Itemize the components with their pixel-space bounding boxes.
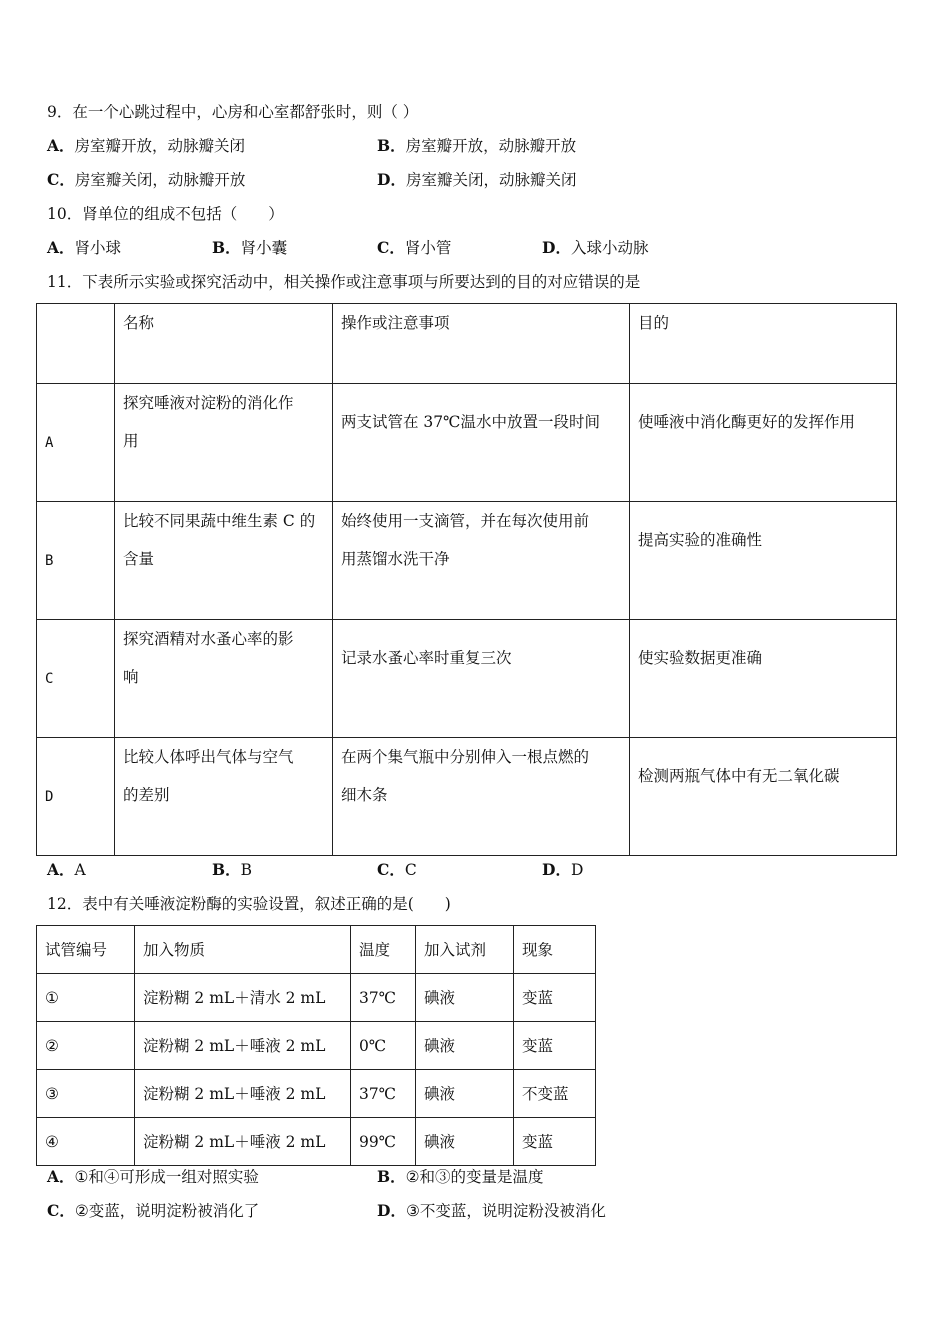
q11-row-operation	[333, 384, 630, 502]
q9-stem: 9．在一个心跳过程中，心房和心室都舒张时，则（ ）	[47, 103, 419, 121]
q11-row-operation-line2: 用蒸馏水洗干净	[341, 550, 450, 568]
q12-cell-temperature: 37℃	[351, 1070, 416, 1118]
q11-row-name-line1: 比较不同果蔬中维生素 C 的	[123, 512, 316, 530]
q11-row-name-line2: 含量	[123, 550, 155, 568]
q12-option-c[interactable]	[47, 1201, 259, 1221]
q11-option-b-letter: B．	[212, 860, 241, 879]
q12-option-d[interactable]	[377, 1201, 606, 1221]
q9-option-d-text: 房室瓣关闭，动脉瓣关闭	[405, 171, 577, 189]
q11-header-goal: 目的	[630, 304, 897, 384]
q11-row-letter: C	[37, 620, 115, 738]
q11-row-name	[115, 738, 333, 856]
q12-cell-substance: 淀粉糊 2 mL＋唾液 2 mL	[135, 1118, 351, 1166]
q9-option-a-letter: A．	[47, 136, 75, 155]
q11-option-a-text: A	[74, 861, 86, 879]
q11-option-a[interactable]	[47, 860, 86, 880]
q10-option-a[interactable]	[47, 238, 121, 258]
q9-option-c[interactable]	[47, 170, 245, 190]
q12-header-substance: 加入物质	[135, 926, 351, 974]
q11-row-goal-text: 提高实验的准确性	[638, 531, 763, 549]
q11-row-goal	[630, 502, 897, 620]
q11-row-b	[37, 502, 897, 620]
q11-row-goal-text: 使唾液中消化酶更好的发挥作用	[638, 413, 856, 431]
q11-row-name	[115, 620, 333, 738]
q11-row-operation-line1: 两支试管在 37℃温水中放置一段时间	[341, 413, 600, 431]
q10-option-a-letter: A．	[47, 238, 75, 257]
q11-row-goal	[630, 620, 897, 738]
q11-row-letter: B	[37, 502, 115, 620]
q10-option-d-letter: D．	[542, 238, 571, 257]
q12-option-b[interactable]	[377, 1167, 544, 1187]
q12-option-a-text: ①和④可形成一组对照实验	[74, 1168, 259, 1186]
q11-row-d	[37, 738, 897, 856]
q10-option-b-text: 肾小囊	[240, 239, 288, 257]
q12-header-phenomenon: 现象	[514, 926, 596, 974]
q11-row-operation-line1: 记录水蚤心率时重复三次	[341, 649, 512, 667]
q11-row-goal	[630, 738, 897, 856]
q11-option-d-text: D	[570, 861, 584, 879]
q12-cell-temperature: 0℃	[351, 1022, 416, 1070]
q11-option-c[interactable]	[377, 860, 417, 880]
q11-row-letter: D	[37, 738, 115, 856]
q12-cell-substance: 淀粉糊 2 mL＋清水 2 mL	[135, 974, 351, 1022]
q9-option-a[interactable]	[47, 136, 245, 156]
q10-option-a-text: 肾小球	[74, 239, 122, 257]
q12-row-1	[37, 974, 596, 1022]
q12-cell-reagent: 碘液	[416, 1118, 514, 1166]
q11-row-operation	[333, 620, 630, 738]
q12-cell-reagent: 碘液	[416, 1070, 514, 1118]
q12-header-row	[37, 926, 596, 974]
q12-row-4	[37, 1118, 596, 1166]
q11-row-a	[37, 384, 897, 502]
q12-cell-reagent: 碘液	[416, 974, 514, 1022]
q11-header-operation: 操作或注意事项	[333, 304, 630, 384]
q11-row-operation-line2: 细木条	[341, 786, 388, 804]
q11-row-name-line1: 探究唾液对淀粉的消化作	[123, 394, 294, 412]
q11-option-d[interactable]	[542, 860, 583, 880]
q10-option-c-letter: C．	[377, 238, 405, 257]
q12-cell-phenomenon: 变蓝	[514, 974, 596, 1022]
q12-cell-tube: ③	[37, 1070, 135, 1118]
q12-header-temperature: 温度	[351, 926, 416, 974]
q12-row-3	[37, 1070, 596, 1118]
q12-cell-substance: 淀粉糊 2 mL＋唾液 2 mL	[135, 1022, 351, 1070]
q9-option-c-letter: C．	[47, 170, 75, 189]
q11-header-name: 名称	[115, 304, 333, 384]
q10-option-d[interactable]	[542, 238, 648, 258]
q12-option-b-text: ②和③的变量是温度	[405, 1168, 544, 1186]
q9-option-b[interactable]	[377, 136, 576, 156]
q11-option-a-letter: A．	[47, 860, 75, 879]
q11-row-name-line1: 比较人体呼出气体与空气	[123, 748, 294, 766]
q11-header-blank	[37, 304, 115, 384]
q11-row-name	[115, 502, 333, 620]
q11-option-c-letter: C．	[377, 860, 405, 879]
q11-option-c-text: C	[404, 861, 417, 879]
q12-cell-phenomenon: 变蓝	[514, 1118, 596, 1166]
q12-row-2	[37, 1022, 596, 1070]
q10-stem: 10．肾单位的组成不包括（ ）	[47, 205, 284, 223]
q12-option-d-letter: D．	[377, 1201, 406, 1220]
q12-option-c-letter: C．	[47, 1201, 75, 1220]
q11-row-name-line2: 响	[123, 668, 139, 686]
q9-option-b-text: 房室瓣开放，动脉瓣开放	[405, 137, 577, 155]
q12-cell-phenomenon: 不变蓝	[514, 1070, 596, 1118]
q11-row-letter: A	[37, 384, 115, 502]
q12-cell-temperature: 99℃	[351, 1118, 416, 1166]
q11-table	[36, 303, 897, 856]
q11-row-goal-text: 检测两瓶气体中有无二氧化碳	[638, 767, 840, 785]
q11-row-goal-text: 使实验数据更准确	[638, 649, 763, 667]
q12-header-tube: 试管编号	[37, 926, 135, 974]
q10-option-b[interactable]	[212, 238, 287, 258]
q9-option-a-text: 房室瓣开放，动脉瓣关闭	[74, 137, 246, 155]
q12-table	[36, 925, 596, 1166]
q12-cell-reagent: 碘液	[416, 1022, 514, 1070]
q12-cell-tube: ①	[37, 974, 135, 1022]
q11-row-operation-line1: 始终使用一支滴管，并在每次使用前	[341, 512, 590, 530]
q12-option-a[interactable]	[47, 1167, 259, 1187]
q10-option-c-text: 肾小管	[404, 239, 452, 257]
q12-option-c-text: ②变蓝，说明淀粉被消化了	[74, 1202, 260, 1220]
q11-row-name	[115, 384, 333, 502]
q9-option-d[interactable]	[377, 170, 576, 190]
q11-option-d-letter: D．	[542, 860, 571, 879]
q12-cell-temperature: 37℃	[351, 974, 416, 1022]
q11-row-name-line2: 的差别	[123, 786, 170, 804]
q12-option-d-text: ③不变蓝，说明淀粉没被消化	[405, 1202, 606, 1220]
q12-option-a-letter: A．	[47, 1167, 75, 1186]
q12-cell-phenomenon: 变蓝	[514, 1022, 596, 1070]
q9-option-b-letter: B．	[377, 136, 406, 155]
q11-row-operation	[333, 502, 630, 620]
q12-header-reagent: 加入试剂	[416, 926, 514, 974]
q11-header-row	[37, 304, 897, 384]
q11-stem: 11．下表所示实验或探究活动中，相关操作或注意事项与所要达到的目的对应错误的是	[47, 273, 641, 291]
q11-option-b[interactable]	[212, 860, 252, 880]
q11-row-name-line2: 用	[123, 432, 139, 450]
q12-option-b-letter: B．	[377, 1167, 406, 1186]
q10-option-d-text: 入球小动脉	[570, 239, 649, 257]
q9-option-c-text: 房室瓣关闭，动脉瓣开放	[74, 171, 246, 189]
q10-option-c[interactable]	[377, 238, 451, 258]
q12-cell-tube: ②	[37, 1022, 135, 1070]
q11-row-c	[37, 620, 897, 738]
q11-row-name-line1: 探究酒精对水蚤心率的影	[123, 630, 294, 648]
q12-stem: 12．表中有关唾液淀粉酶的实验设置，叙述正确的是( )	[47, 895, 451, 913]
q12-cell-substance: 淀粉糊 2 mL＋唾液 2 mL	[135, 1070, 351, 1118]
q11-row-operation	[333, 738, 630, 856]
q11-option-b-text: B	[240, 861, 252, 879]
q10-option-b-letter: B．	[212, 238, 241, 257]
q11-row-goal	[630, 384, 897, 502]
q11-row-operation-line1: 在两个集气瓶中分别伸入一根点燃的	[341, 748, 590, 766]
q12-cell-tube: ④	[37, 1118, 135, 1166]
q9-option-d-letter: D．	[377, 170, 406, 189]
